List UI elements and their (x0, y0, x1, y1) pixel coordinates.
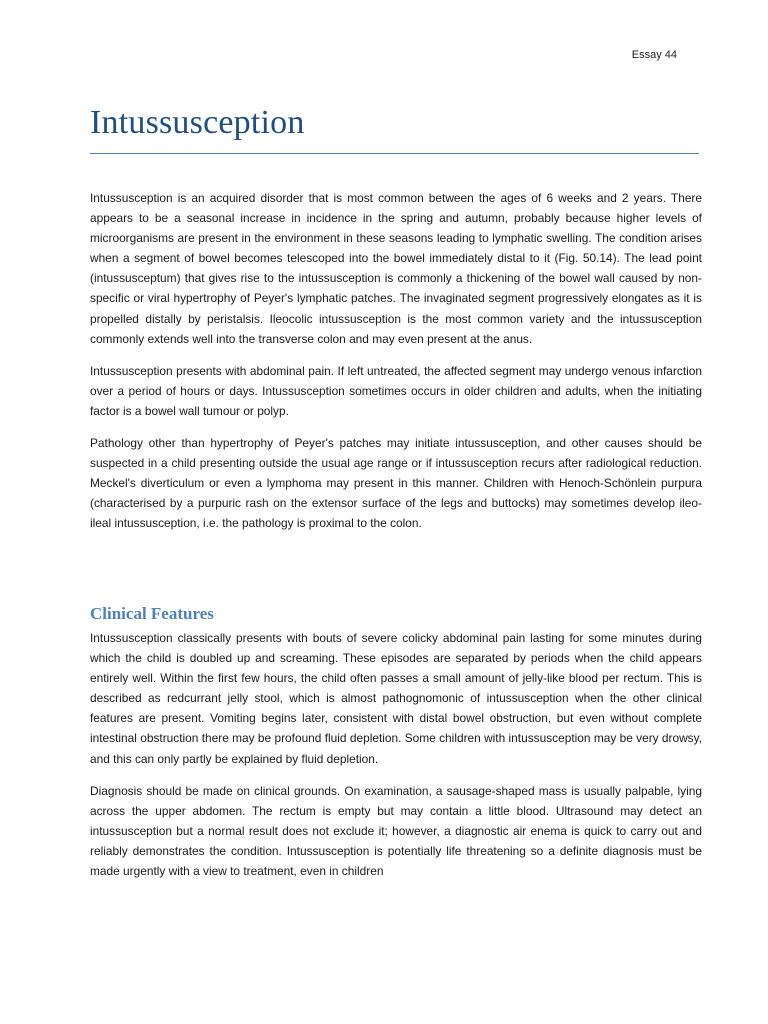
paragraph: Intussusception is an acquired disorder that is most common between the ages of 6 weeks and 2 years. There appears to be a seasonal increase in incidence in the spring and autumn, probably because higher levels of microorganisms are present in the environment in these seasons leading to lymphatic swelling. The condition arises when a segment of bowel becomes telescoped into the bowel immediately distal to it (Fig. 50.14). The lead point (intussusceptum) that gives rise to the intussusception is commonly a thickening of the bowel wall caused by non-specific or viral hypertrophy of Peyer's lymphatic patches. The invaginated segment progressively elongates as it is propelled distally by peristalsis. Ileocolic intussusception is the most common variety and the intussusception commonly extends well into the transverse colon and may even present at the anus. (90, 191, 702, 346)
section-heading: Clinical Features (90, 604, 214, 623)
intro-text-block (90, 188, 702, 546)
paragraph: Intussusception presents with abdominal pain. If left untreated, the affected segment may undergo venous infarction over a period of hours or days. Intussusception sometimes occurs in older children and adults, when the initiating factor is a bowel wall tumour or polyp. (90, 363, 702, 418)
title-underline (90, 153, 699, 154)
paragraph: Diagnosis should be made on clinical grounds. On examination, a sausage-shaped mass is usually palpable, lying across the upper abdomen. The rectum is empty but may contain a little blood. Ultrasound may detect an intussusception but a normal result does not exclude it; however, a diagnostic air enema is quick to carry out and reliably demonstrates the condition. Intussusception is potentially life threatening so a definite diagnosis must be made urgently with a view to treatment, even in children (90, 783, 702, 879)
section-text-block (90, 628, 702, 893)
paragraph: Pathology other than hypertrophy of Peyer's patches may initiate intussusception, and other causes should be suspected in a child presenting outside the usual age range or if intussusception recurs after radiological reduction. Meckel's diverticulum or even a lymphoma may present in this manner. Children with Henoch-Schönlein purpura (characterised by a purpuric rash on the extensor surface of the legs and buttocks) may sometimes develop ileo-ileal intussusception, i.e. the pathology is proximal to the colon. (90, 436, 702, 531)
running-header: Essay 44 (631, 49, 677, 61)
paragraph: Intussusception classically presents with bouts of severe colicky abdominal pain lasting for some minutes during which the child is doubled up and screaming. These episodes are separated by periods when the child appears entirely well. Within the first few hours, the child often passes a small amount of jelly-like blood per rectum. This is described as redcurrant jelly stool, which is almost pathognomonic of intussusception when the other clinical features are present. Vomiting begins later, consistent with distal bowel obstruction, but even without complete intestinal obstruction there may be profound fluid depletion. Some children with intussusception may be very drowsy, and this can only partly be explained by fluid depletion. (90, 631, 702, 766)
page-title: Intussusception (90, 104, 305, 141)
